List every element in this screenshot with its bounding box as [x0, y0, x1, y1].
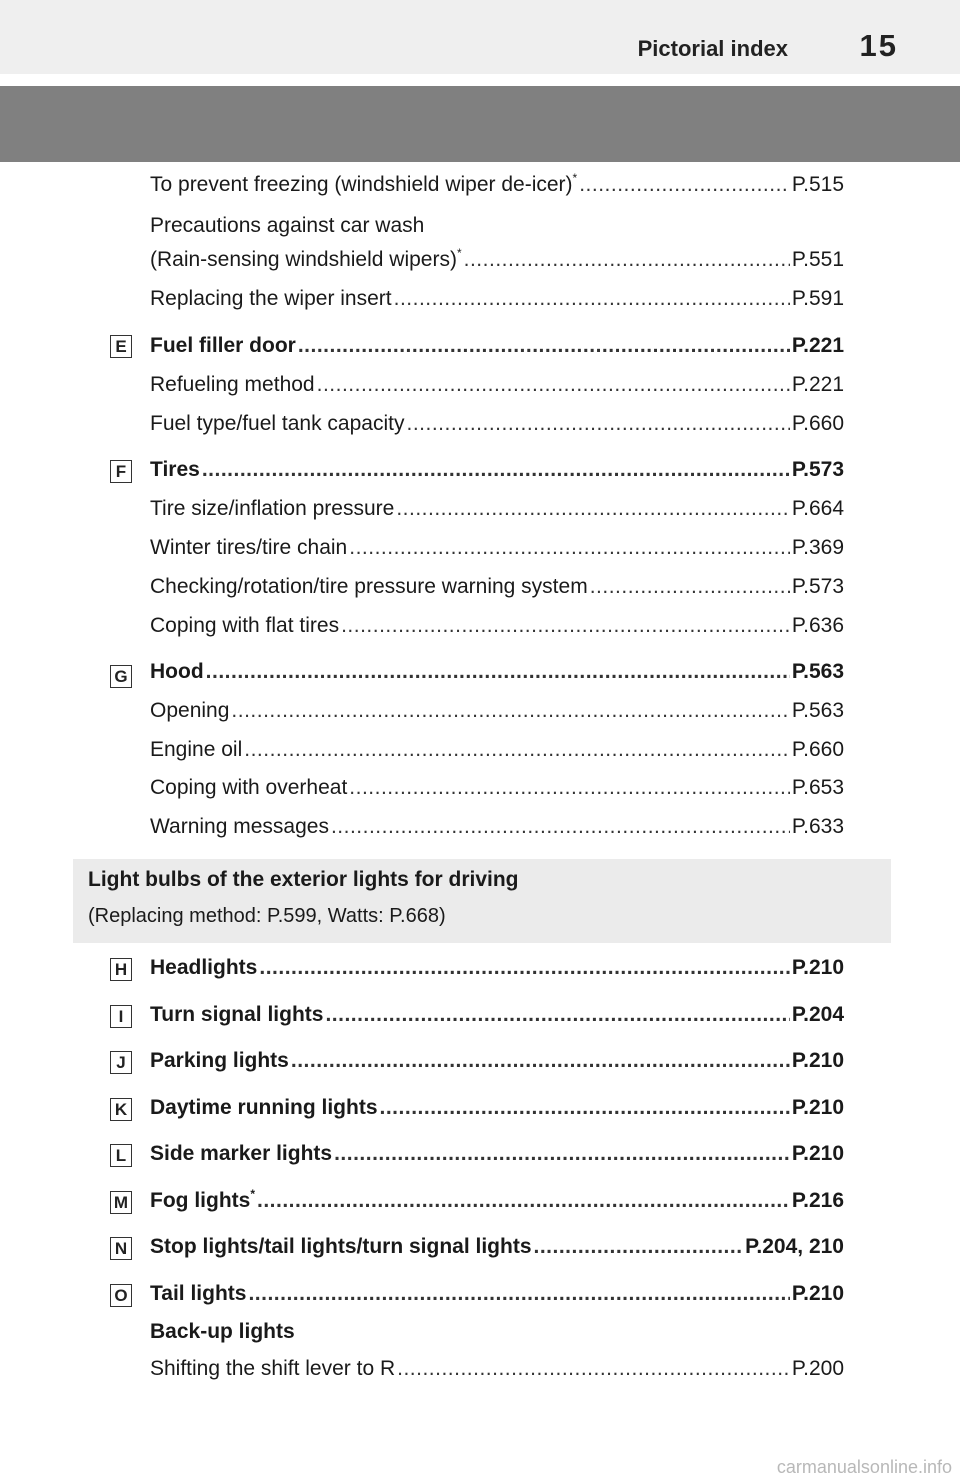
label-box-n: N	[110, 1237, 132, 1260]
page-header-band	[0, 0, 960, 74]
index-entry: Coping with overheat ..... P.653	[150, 776, 844, 806]
dot-leader	[325, 1003, 789, 1027]
dot-leader	[396, 497, 790, 521]
index-heading-fuel-filler-door: Fuel filler door ..... P.221	[150, 334, 844, 364]
dot-leader	[341, 614, 790, 638]
page-ref: P.204	[791, 1003, 844, 1026]
page-ref: P.563	[791, 660, 844, 683]
dot-leader	[334, 1142, 790, 1166]
index-heading-fog-lights: Fog lights* ..... P.216	[150, 1189, 844, 1219]
index-entry: Shifting the shift lever to R ..... P.200	[150, 1357, 844, 1387]
page-ref: P.573	[791, 575, 844, 598]
page-ref: P.216	[791, 1189, 844, 1212]
page-ref: P.210	[791, 1096, 844, 1119]
page-ref: P.653	[791, 776, 844, 799]
index-entry: Winter tires/tire chain ..... P.369	[150, 536, 844, 566]
index-entry: Tire size/inflation pressure ..... P.664	[150, 497, 844, 527]
index-entry: To prevent freezing (windshield wiper de-icer)* ..... P.515	[150, 173, 844, 203]
footnote-asterisk: *	[250, 1187, 255, 1201]
header-gray-bar	[0, 86, 960, 162]
page-ref: P.200	[791, 1357, 844, 1380]
page-ref: P.660	[791, 738, 844, 761]
index-heading-side-marker-lights: Side marker lights ..... P.210	[150, 1142, 844, 1172]
label-box-e: E	[110, 335, 132, 358]
dot-leader	[464, 248, 790, 272]
dot-leader	[259, 956, 789, 980]
page-ref: P.660	[791, 412, 844, 435]
page-ref: P.210	[791, 1282, 844, 1305]
dot-leader	[291, 1049, 790, 1073]
label-box-l: L	[110, 1144, 132, 1167]
dot-leader	[397, 1357, 790, 1381]
page-ref: P.369	[791, 536, 844, 559]
index-entry: Replacing the wiper insert ..... P.591	[150, 287, 844, 317]
index-heading-stop-tail-turn-lights: Stop lights/tail lights/turn signal lights ..... P.204, 210	[150, 1235, 844, 1265]
footnote-asterisk: *	[572, 171, 578, 185]
page-ref: P.633	[791, 815, 844, 838]
page-ref: P.563	[791, 699, 844, 722]
label-box-g: G	[110, 665, 132, 688]
index-entry: (Rain-sensing windshield wipers)* ..... P.551	[150, 248, 844, 278]
page-ref: P.204, 210	[745, 1235, 844, 1258]
page-ref: P.551	[791, 248, 844, 271]
index-heading-tires: Tires ..... P.573	[150, 458, 844, 488]
label-box-o: O	[110, 1284, 132, 1307]
index-entry: Coping with flat tires ..... P.636	[150, 614, 844, 644]
page-ref: P.221	[791, 334, 844, 357]
label-box-k: K	[110, 1098, 132, 1121]
dot-leader	[317, 373, 790, 397]
page-ref: P.210	[791, 956, 844, 979]
lights-section-title: Light bulbs of the exterior lights for driving	[88, 868, 519, 891]
index-entry: Opening ..... P.563	[150, 699, 844, 729]
index-entry: Engine oil ..... P.660	[150, 738, 844, 768]
dot-leader	[331, 815, 790, 839]
index-heading-turn-signal-lights: Turn signal lights ..... P.204	[150, 1003, 844, 1033]
page-ref: P.210	[791, 1142, 844, 1165]
label-box-j: J	[110, 1051, 132, 1074]
index-entry-line: Precautions against car wash	[150, 214, 425, 237]
page-ref: P.221	[791, 373, 844, 396]
dot-leader	[590, 575, 790, 599]
page-number: 15	[859, 28, 898, 63]
dot-leader	[579, 173, 790, 197]
watermark: carmanualsonline.info	[776, 1457, 952, 1477]
dot-leader	[248, 1282, 789, 1306]
dot-leader	[406, 412, 789, 436]
page-ref: P.515	[791, 173, 844, 196]
page-ref: P.591	[791, 287, 844, 310]
dot-leader	[298, 334, 790, 358]
index-entry: Fuel type/fuel tank capacity ..... P.660	[150, 412, 844, 442]
index-entry: Warning messages ..... P.633	[150, 815, 844, 845]
lights-section-subtitle: (Replacing method: P.599, Watts: P.668)	[88, 905, 446, 927]
page-ref: P.664	[791, 497, 844, 520]
index-entry: Checking/rotation/tire pressure warning system ..... P.573	[150, 575, 844, 605]
index-heading-hood: Hood ..... P.563	[150, 660, 844, 690]
page-ref: P.210	[791, 1049, 844, 1072]
dot-leader	[380, 1096, 790, 1120]
label-box-i: I	[110, 1005, 132, 1028]
label-box-f: F	[110, 460, 132, 483]
footnote-asterisk: *	[456, 246, 462, 260]
index-heading-daytime-running-lights: Daytime running lights ..... P.210	[150, 1096, 844, 1126]
dot-leader	[349, 536, 790, 560]
index-heading-tail-lights: Tail lights ..... P.210	[150, 1282, 844, 1312]
dot-leader	[534, 1235, 744, 1259]
index-heading-headlights: Headlights ..... P.210	[150, 956, 844, 986]
dot-leader	[202, 458, 790, 482]
dot-leader	[206, 660, 790, 684]
dot-leader	[394, 287, 790, 311]
page-title: Pictorial index	[637, 36, 788, 61]
page-ref: P.573	[791, 458, 844, 481]
index-heading-parking-lights: Parking lights ..... P.210	[150, 1049, 844, 1079]
dot-leader	[349, 776, 790, 800]
label-box-m: M	[110, 1191, 132, 1214]
page-ref: P.636	[791, 614, 844, 637]
index-heading-backup-lights: Back-up lights	[150, 1320, 295, 1343]
dot-leader	[244, 738, 790, 762]
index-entry: Refueling method ..... P.221	[150, 373, 844, 403]
dot-leader	[257, 1189, 790, 1213]
label-box-h: H	[110, 958, 132, 981]
dot-leader	[231, 699, 789, 723]
